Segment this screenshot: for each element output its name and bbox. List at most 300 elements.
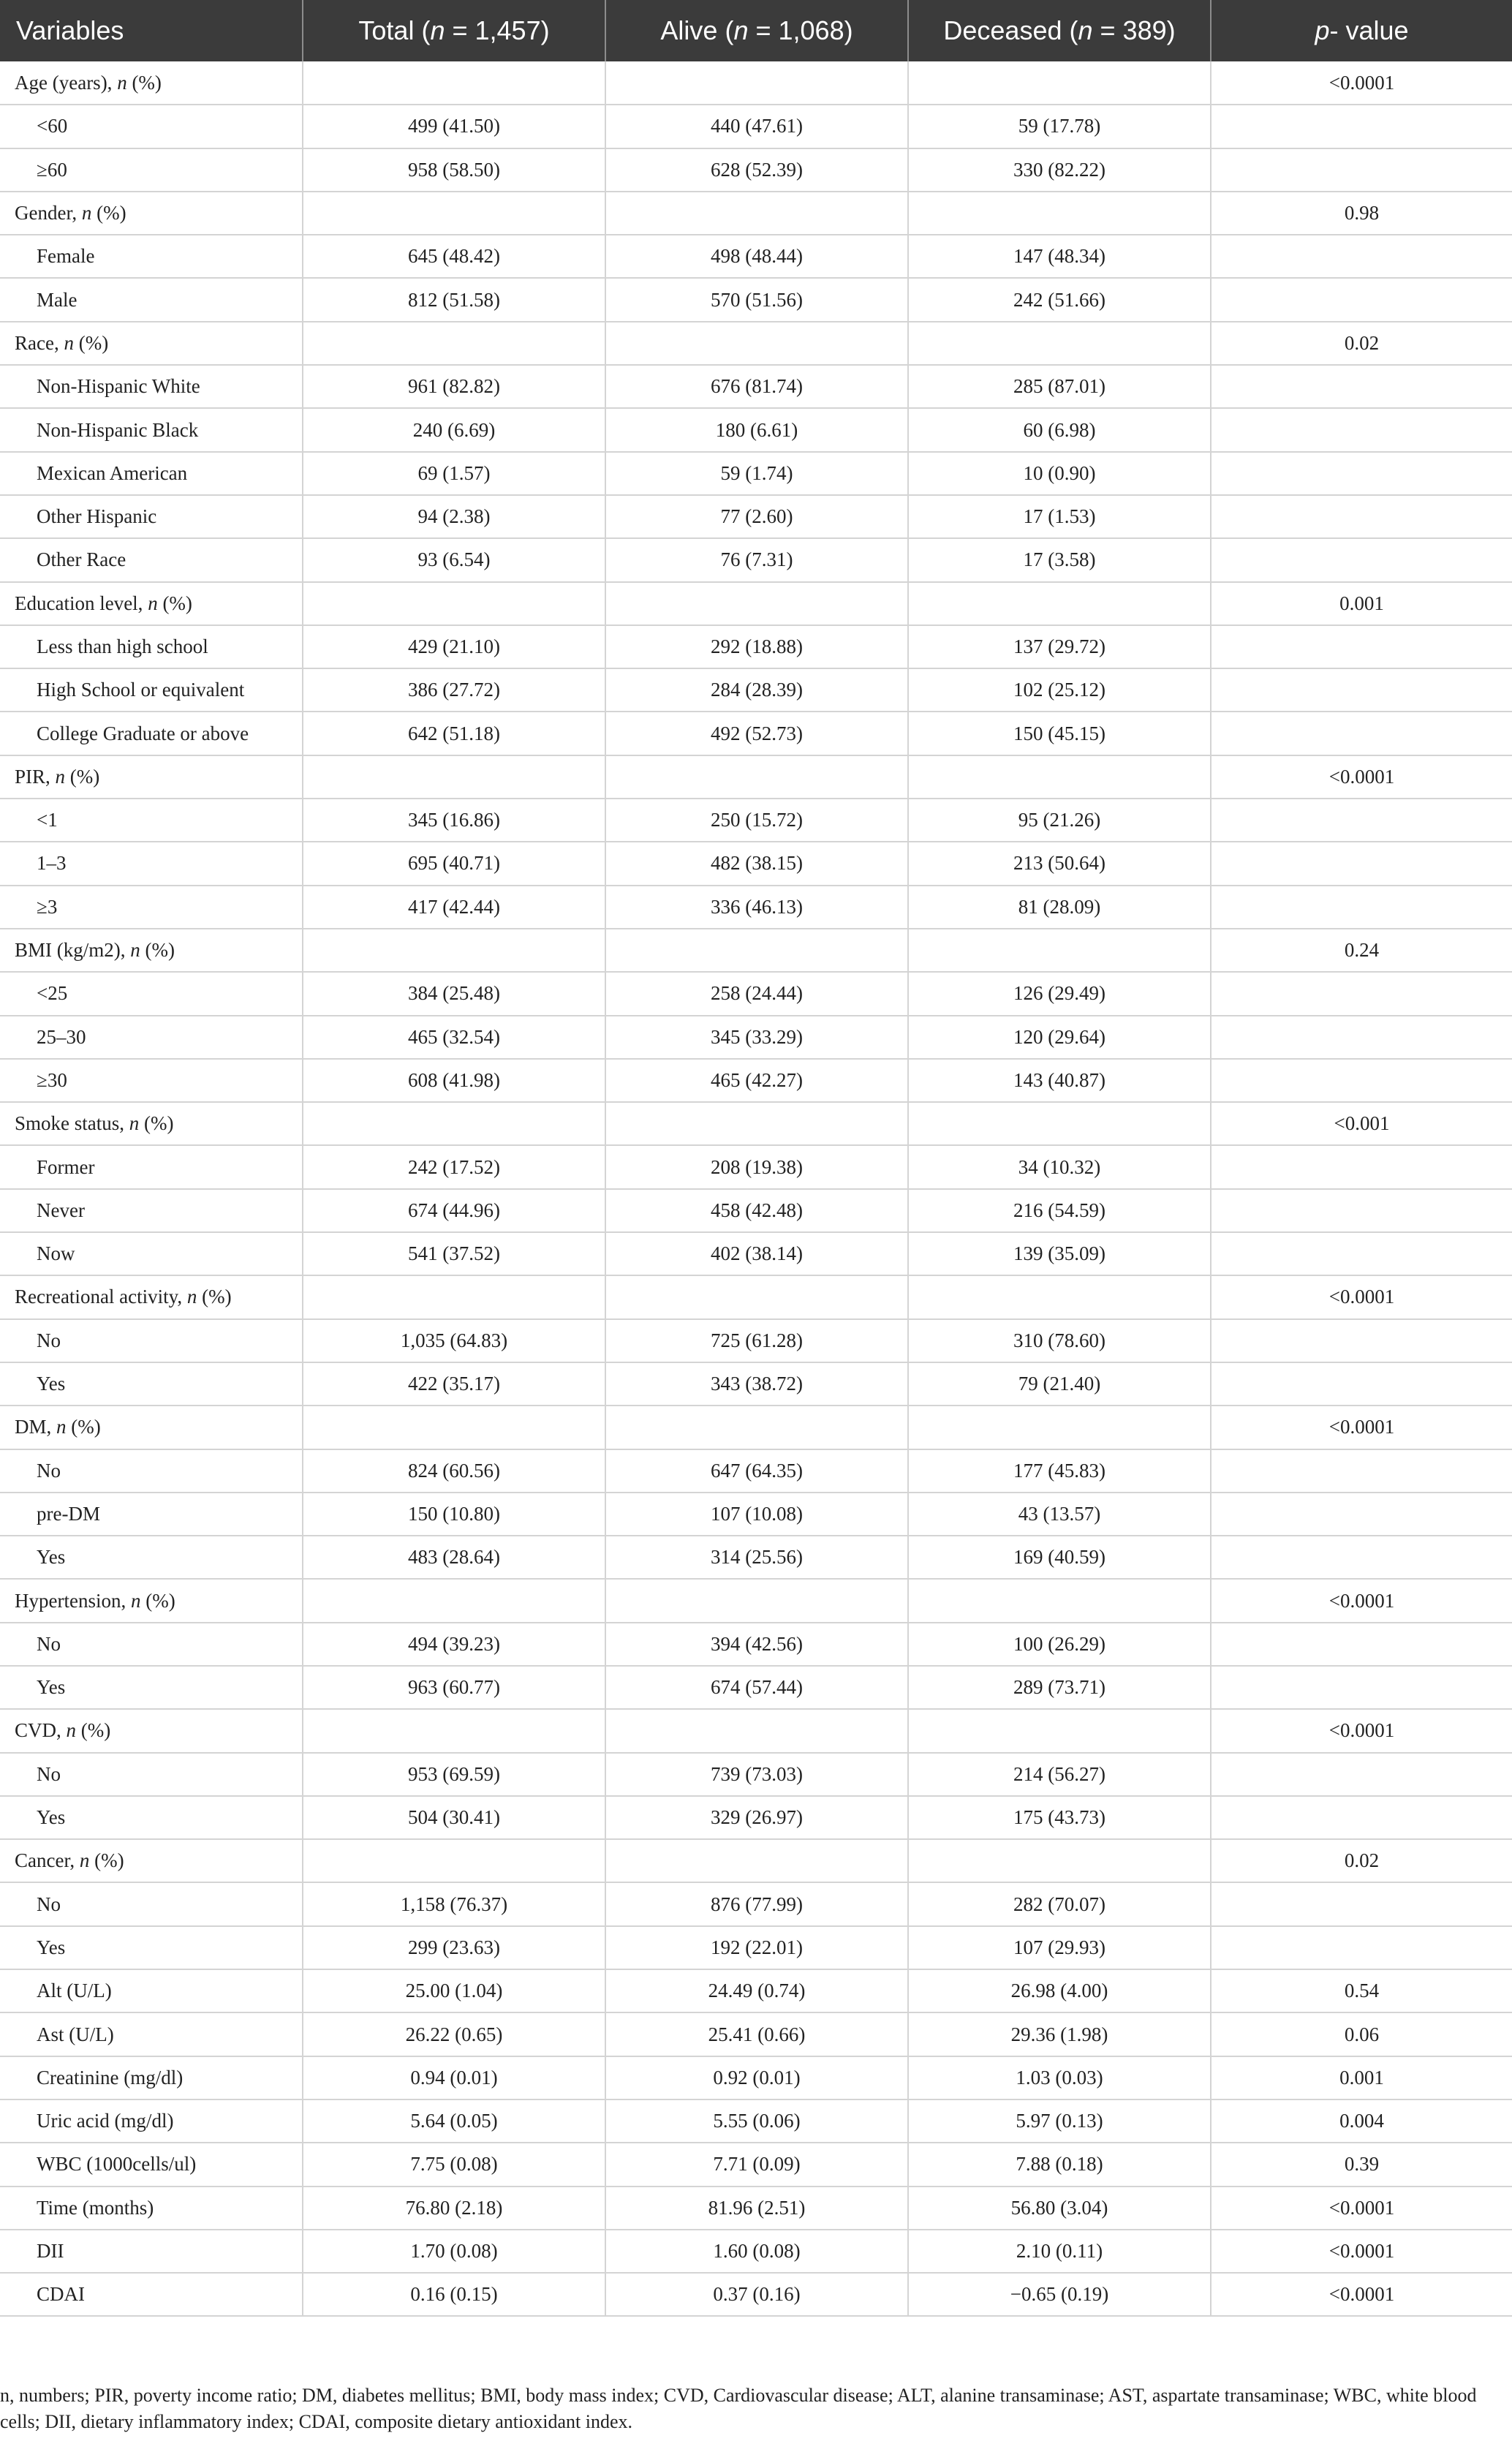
variable-label: Female [37,245,95,268]
alive-cell: 0.92 (0.01) [605,2056,908,2099]
variable-cell [0,1362,303,1406]
p-value-cell [1211,452,1512,495]
p-value-cell [1211,1796,1512,1839]
header-p-value [1211,0,1512,61]
p-value-cell: <0.0001 [1211,1709,1512,1752]
total-cell: 1,158 (76.37) [303,1882,605,1925]
variable-label: Non-Hispanic Black [37,418,199,441]
p-value-cell: 0.24 [1211,929,1512,972]
alive-cell: 1.60 (0.08) [605,2230,908,2273]
deceased-cell: 81 (28.09) [908,886,1211,929]
variable-unit-rest: (%) [91,202,126,225]
table-row [0,1969,1512,2012]
total-cell: 0.16 (0.15) [303,2273,605,2316]
deceased-cell: 102 (25.12) [908,668,1211,712]
p-value-cell [1211,1362,1512,1406]
deceased-cell: 26.98 (4.00) [908,1969,1211,2012]
variable-unit-rest: (%) [89,1849,124,1872]
variable-unit-rest: (%) [140,1589,175,1612]
p-value-cell [1211,105,1512,148]
variable-cell [0,1666,303,1709]
table-row [0,495,1512,538]
table-row [0,408,1512,451]
variable-label: Former [37,1155,95,1178]
table-row [0,1493,1512,1536]
total-cell: 695 (40.71) [303,842,605,885]
total-cell: 417 (42.44) [303,886,605,929]
deceased-cell: 139 (35.09) [908,1232,1211,1275]
p-value-cell: <0.0001 [1211,1406,1512,1449]
variable-unit-n: n [64,331,74,354]
p-value-cell: 0.001 [1211,2056,1512,2099]
table-footnote: n, numbers; PIR, poverty income ratio; DM, diabetes mellitus; BMI, body mass index; CVD, Cardiovascular disease; ALT, alanine transaminase; AST, aspartate transaminase; WBC, white blood cells; DII, dietary inflammatory index; CDAI, composite dietary antioxidant index. [0,2385,1477,2432]
table-row [0,625,1512,668]
p-value-cell [1211,886,1512,929]
deceased-cell [908,1579,1211,1622]
total-cell: 541 (37.52) [303,1232,605,1275]
table-body [0,61,1512,2316]
variable-cell [0,235,303,278]
table-row [0,1319,1512,1362]
total-cell: 483 (28.64) [303,1536,605,1579]
variable-unit-n: n [129,1112,140,1135]
total-cell: 93 (6.54) [303,538,605,581]
deceased-cell: 150 (45.15) [908,712,1211,755]
header-total-n: n [430,15,445,45]
table-row [0,2187,1512,2230]
variable-label: Yes [37,1373,66,1395]
deceased-cell: 126 (29.49) [908,972,1211,1015]
total-cell: 386 (27.72) [303,668,605,712]
variable-label: Gender, [15,202,82,225]
deceased-cell [908,192,1211,235]
deceased-cell [908,929,1211,972]
deceased-cell: 29.36 (1.98) [908,2012,1211,2056]
table-row [0,148,1512,192]
deceased-cell: 95 (21.26) [908,799,1211,842]
variable-cell [0,1189,303,1232]
p-value-cell [1211,1059,1512,1102]
p-value-cell [1211,148,1512,192]
variable-unit-rest: (%) [126,71,162,94]
alive-cell [605,1839,908,1882]
alive-cell [605,582,908,625]
alive-cell: 570 (51.56) [605,278,908,321]
p-value-cell: <0.0001 [1211,1275,1512,1318]
alive-cell: 81.96 (2.51) [605,2187,908,2230]
alive-cell: 336 (46.13) [605,886,908,929]
variable-cell [0,1623,303,1666]
variable-unit-n: n [79,1849,90,1872]
alive-cell [605,1709,908,1752]
alive-cell: 7.71 (0.09) [605,2143,908,2186]
variable-label: <1 [37,809,58,831]
header-alive-n: n [733,15,749,45]
p-value-cell: 0.06 [1211,2012,1512,2056]
total-cell: 608 (41.98) [303,1059,605,1102]
p-value-cell: <0.0001 [1211,2230,1512,2273]
alive-cell: 180 (6.61) [605,408,908,451]
table-group-row [0,1579,1512,1622]
variable-label: Never [37,1199,85,1221]
deceased-cell: 34 (10.32) [908,1145,1211,1188]
header-total-prefix: Total ( [358,15,431,45]
variable-cell [0,1145,303,1188]
variable-unit-n: n [130,939,140,962]
variable-label: Age (years), [15,71,118,94]
header-variables: Variables [0,0,303,61]
p-value-cell [1211,1623,1512,1666]
table-row [0,2230,1512,2273]
deceased-cell [908,1709,1211,1752]
p-value-cell [1211,799,1512,842]
variable-label: 1–3 [37,852,67,875]
deceased-cell: 43 (13.57) [908,1493,1211,1536]
deceased-cell [908,755,1211,799]
total-cell: 345 (16.86) [303,799,605,842]
deceased-cell: 100 (26.29) [908,1623,1211,1666]
variable-label: No [37,1632,61,1655]
deceased-cell [908,582,1211,625]
variable-cell [0,886,303,929]
alive-cell: 345 (33.29) [605,1016,908,1059]
variable-cell [0,1882,303,1925]
deceased-cell: 147 (48.34) [908,235,1211,278]
total-cell: 240 (6.69) [303,408,605,451]
deceased-cell: 59 (17.78) [908,105,1211,148]
deceased-cell: 214 (56.27) [908,1753,1211,1796]
variable-label: DII [37,2239,64,2262]
variable-cell [0,1449,303,1493]
deceased-cell [908,1839,1211,1882]
deceased-cell: 137 (29.72) [908,625,1211,668]
variable-label: ≥60 [37,158,67,181]
table-row [0,2056,1512,2099]
table-group-row [0,1406,1512,1449]
header-deceased [908,0,1211,61]
table-row [0,2143,1512,2186]
variable-cell [0,322,303,365]
table-row [0,1232,1512,1275]
variable-cell [0,1753,303,1796]
total-cell [303,582,605,625]
deceased-cell [908,61,1211,105]
variable-label: WBC (1000cells/ul) [37,2153,197,2176]
variable-cell [0,2143,303,2186]
p-value-cell [1211,1016,1512,1059]
table-row [0,886,1512,929]
alive-cell: 674 (57.44) [605,1666,908,1709]
variable-cell [0,2273,303,2316]
deceased-cell [908,1275,1211,1318]
alive-cell: 24.49 (0.74) [605,1969,908,2012]
p-value-cell [1211,712,1512,755]
variable-label: Cancer, [15,1849,80,1872]
deceased-cell: 60 (6.98) [908,408,1211,451]
alive-cell [605,61,908,105]
variable-label: Alt (U/L) [37,1980,112,2002]
table-row [0,278,1512,321]
alive-cell: 192 (22.01) [605,1926,908,1969]
deceased-cell [908,1406,1211,1449]
table-row [0,2012,1512,2056]
p-value-cell: <0.0001 [1211,755,1512,799]
table-group-row [0,755,1512,799]
variable-label: Other Hispanic [37,505,157,528]
p-value-cell [1211,1882,1512,1925]
variable-label: Ast (U/L) [37,2023,114,2045]
variable-cell [0,972,303,1015]
alive-cell [605,755,908,799]
total-cell [303,322,605,365]
variable-label: No [37,1459,61,1482]
total-cell: 76.80 (2.18) [303,2187,605,2230]
deceased-cell: 56.80 (3.04) [908,2187,1211,2230]
table-row [0,1666,1512,1709]
variable-label: Now [37,1242,75,1265]
variable-unit-rest: (%) [76,1719,111,1742]
variable-label: Yes [37,1676,66,1699]
variable-label: Yes [37,1546,66,1569]
table-group-row [0,1102,1512,1145]
alive-cell: 498 (48.44) [605,235,908,278]
alive-cell: 208 (19.38) [605,1145,908,1188]
p-value-cell: 0.98 [1211,192,1512,235]
total-cell: 812 (51.58) [303,278,605,321]
table-group-row [0,192,1512,235]
variable-cell [0,1406,303,1449]
deceased-cell: 213 (50.64) [908,842,1211,885]
variable-label: Smoke status, [15,1112,129,1135]
total-cell: 1,035 (64.83) [303,1319,605,1362]
variable-cell [0,1275,303,1318]
p-value-cell [1211,235,1512,278]
variable-cell [0,278,303,321]
alive-cell: 876 (77.99) [605,1882,908,1925]
header-total [303,0,605,61]
variable-cell [0,2012,303,2056]
variable-label: No [37,1762,61,1785]
alive-cell: 250 (15.72) [605,799,908,842]
deceased-cell: 177 (45.83) [908,1449,1211,1493]
p-value-cell: 0.39 [1211,2143,1512,2186]
deceased-cell: 17 (1.53) [908,495,1211,538]
alive-cell [605,1102,908,1145]
variable-unit-n: n [186,1286,197,1308]
table-row [0,1753,1512,1796]
total-cell: 5.64 (0.05) [303,2099,605,2143]
deceased-cell: 7.88 (0.18) [908,2143,1211,2186]
total-cell: 494 (39.23) [303,1623,605,1666]
table-row [0,1449,1512,1493]
variable-cell [0,1579,303,1622]
variable-cell [0,625,303,668]
total-cell: 422 (35.17) [303,1362,605,1406]
p-value-cell [1211,1319,1512,1362]
table-row [0,105,1512,148]
total-cell [303,1709,605,1752]
alive-cell [605,322,908,365]
table-row [0,1189,1512,1232]
deceased-cell: 5.97 (0.13) [908,2099,1211,2143]
alive-cell: 676 (81.74) [605,365,908,408]
variable-label: No [37,1893,61,1915]
variable-unit-rest: (%) [140,939,175,962]
p-value-cell [1211,1449,1512,1493]
alive-cell: 394 (42.56) [605,1623,908,1666]
total-cell: 961 (82.82) [303,365,605,408]
p-value-cell [1211,668,1512,712]
alive-cell: 284 (28.39) [605,668,908,712]
p-value-cell: 0.004 [1211,2099,1512,2143]
variable-label: High School or equivalent [37,679,245,701]
deceased-cell: 330 (82.22) [908,148,1211,192]
variable-label: Yes [37,1806,66,1829]
table-row [0,1145,1512,1188]
alive-cell: 107 (10.08) [605,1493,908,1536]
total-cell: 499 (41.50) [303,105,605,148]
variable-cell [0,2230,303,2273]
table-row [0,712,1512,755]
variable-label: <25 [37,982,68,1005]
variable-label: Hypertension, [15,1589,131,1612]
variable-cell [0,2187,303,2230]
variable-cell [0,1536,303,1579]
alive-cell [605,1406,908,1449]
variable-label: Education level, [15,592,148,614]
total-cell: 504 (30.41) [303,1796,605,1839]
header-deceased-prefix: Deceased ( [943,15,1078,45]
variable-cell [0,2099,303,2143]
table-row [0,1016,1512,1059]
p-value-cell: <0.0001 [1211,2273,1512,2316]
table-group-row [0,1839,1512,1882]
variable-label: No [37,1329,61,1351]
variable-cell [0,365,303,408]
header-row [0,0,1512,61]
total-cell [303,929,605,972]
p-value-cell: 0.02 [1211,1839,1512,1882]
total-cell: 642 (51.18) [303,712,605,755]
table-row [0,1536,1512,1579]
total-cell: 963 (60.77) [303,1666,605,1709]
variable-cell [0,1839,303,1882]
deceased-cell: 79 (21.40) [908,1362,1211,1406]
alive-cell: 258 (24.44) [605,972,908,1015]
alive-cell: 343 (38.72) [605,1362,908,1406]
alive-cell: 628 (52.39) [605,148,908,192]
deceased-cell [908,322,1211,365]
total-cell: 150 (10.80) [303,1493,605,1536]
total-cell: 465 (32.54) [303,1016,605,1059]
p-value-cell: 0.001 [1211,582,1512,625]
table-row [0,1362,1512,1406]
deceased-cell: 289 (73.71) [908,1666,1211,1709]
variable-cell [0,452,303,495]
variable-unit-n: n [56,1416,67,1438]
variable-label: Male [37,288,78,311]
total-cell: 429 (21.10) [303,625,605,668]
table-row [0,668,1512,712]
variable-cell [0,495,303,538]
p-value-cell [1211,625,1512,668]
alive-cell: 647 (64.35) [605,1449,908,1493]
p-value-cell: <0.0001 [1211,61,1512,105]
deceased-cell [908,1102,1211,1145]
total-cell: 25.00 (1.04) [303,1969,605,2012]
variable-cell [0,148,303,192]
alive-cell: 76 (7.31) [605,538,908,581]
total-cell [303,1102,605,1145]
table-header [0,0,1512,61]
deceased-cell: 143 (40.87) [908,1059,1211,1102]
alive-cell: 440 (47.61) [605,105,908,148]
total-cell: 1.70 (0.08) [303,2230,605,2273]
total-cell: 958 (58.50) [303,148,605,192]
alive-cell: 492 (52.73) [605,712,908,755]
table-group-row [0,322,1512,365]
total-cell: 7.75 (0.08) [303,2143,605,2186]
alive-cell: 292 (18.88) [605,625,908,668]
variable-cell [0,1969,303,2012]
variable-label: ≥3 [37,895,58,918]
header-p-italic: p [1315,15,1330,45]
total-cell: 645 (48.42) [303,235,605,278]
variable-label: Mexican American [37,461,188,484]
total-cell: 824 (60.56) [303,1449,605,1493]
deceased-cell: 285 (87.01) [908,365,1211,408]
variable-cell [0,929,303,972]
variable-cell [0,755,303,799]
variable-cell [0,1709,303,1752]
deceased-cell: 10 (0.90) [908,452,1211,495]
p-value-cell [1211,842,1512,885]
variable-cell [0,2056,303,2099]
p-value-cell [1211,365,1512,408]
variable-unit-rest: (%) [157,592,192,614]
alive-cell [605,1275,908,1318]
variable-label: Yes [37,1936,66,1958]
alive-cell: 725 (61.28) [605,1319,908,1362]
alive-cell: 77 (2.60) [605,495,908,538]
p-value-cell [1211,1753,1512,1796]
total-cell [303,1406,605,1449]
variable-cell [0,668,303,712]
deceased-cell: 242 (51.66) [908,278,1211,321]
total-cell [303,1579,605,1622]
variable-label: Uric acid (mg/dl) [37,2110,174,2132]
deceased-cell: 282 (70.07) [908,1882,1211,1925]
alive-cell [605,1579,908,1622]
variable-unit-rest: (%) [73,331,109,354]
alive-cell [605,192,908,235]
total-cell: 26.22 (0.65) [303,2012,605,2056]
variable-label: DM, [15,1416,57,1438]
total-cell [303,192,605,235]
p-value-cell: 0.54 [1211,1969,1512,2012]
header-deceased-n: n [1078,15,1093,45]
variable-cell [0,1796,303,1839]
p-value-cell [1211,1536,1512,1579]
table-row [0,799,1512,842]
p-value-cell: <0.0001 [1211,2187,1512,2230]
variable-unit-n: n [148,592,158,614]
total-cell [303,61,605,105]
variable-cell [0,799,303,842]
table-row [0,538,1512,581]
header-alive [605,0,908,61]
deceased-cell: 175 (43.73) [908,1796,1211,1839]
